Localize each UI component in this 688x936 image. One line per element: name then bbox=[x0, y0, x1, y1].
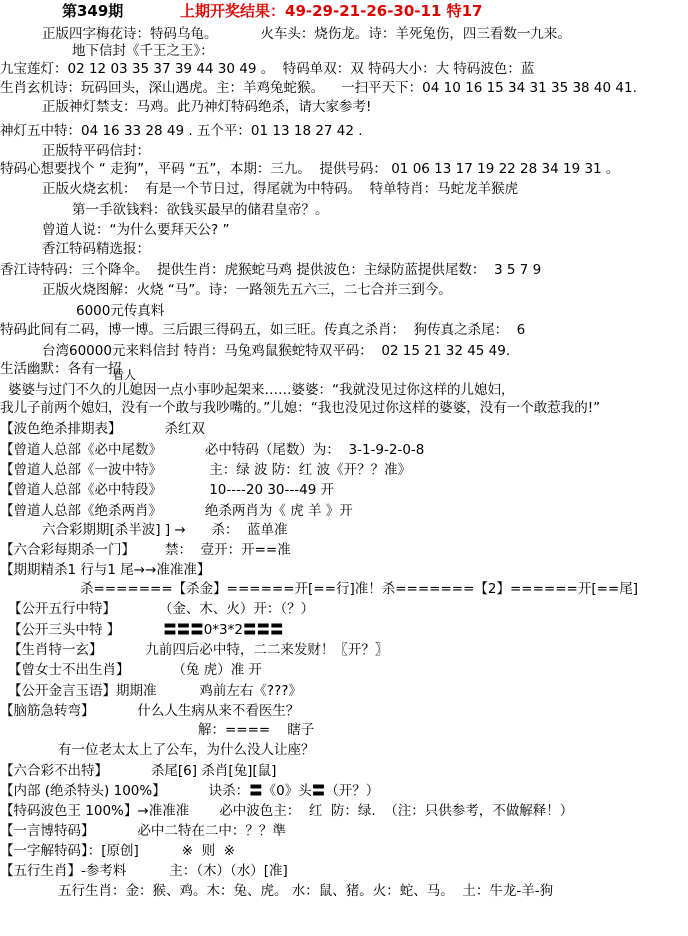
text-line: 【期期精杀1 行与1 尾→→准准准】 bbox=[0, 562, 211, 578]
humor-overlay-text: 看人 bbox=[112, 368, 137, 382]
last-result-header bbox=[180, 2, 483, 20]
text-line: 【波色绝杀排期表】 杀红双 bbox=[0, 421, 205, 437]
text-line: 6000元传真料 bbox=[76, 303, 165, 319]
text-line: 【公开金言玉语】期期准 鸡前左右《???》 bbox=[8, 683, 302, 699]
text-line: 解：==== 瞎子 bbox=[198, 722, 315, 738]
text-line: 【一字解特码】：[原创] ※ 则 ※ bbox=[0, 843, 235, 859]
text-line: 有一位老太太上了公车，为什么没人让座？ bbox=[58, 742, 315, 758]
text-line: 香江特码精选报： bbox=[42, 241, 150, 257]
last-result-label: 上期开奖结果： bbox=[180, 2, 286, 20]
text-line: 【六合彩不出特】 杀尾[6] 杀肖[兔][鼠] bbox=[0, 763, 277, 779]
text-line: 【曾道人总部《必中尾数》 必中特码（尾数）为： 3-1-9-2-0-8 bbox=[0, 442, 425, 458]
text-line: 杀=======【杀金】======开[==行]准！杀=======【2】======开[==尾] bbox=[80, 581, 639, 597]
text-line: 【生肖特一玄】 九前四后必中特，二二来发财！〖开？〗 bbox=[8, 642, 389, 658]
text-line: 【一言博特码】 必中二特在二中：？？準 bbox=[0, 823, 286, 839]
issue-number: 第349期 bbox=[62, 2, 124, 20]
text-line: 神灯五中特：04 16 33 28 49 . 五个平：01 13 18 27 42 . bbox=[0, 123, 363, 139]
text-line: 生活幽默：各有一招 bbox=[0, 361, 122, 377]
text-line: 【六合彩每期杀一门】 禁： 壹开：开==准 bbox=[0, 542, 291, 558]
text-line: 【脑筋急转弯】 什么人生病从来不看医生？ bbox=[0, 703, 300, 719]
text-line: 【公开五行中特】 （金、木、火）开：（？） bbox=[8, 601, 315, 617]
last-result-special: 特17 bbox=[446, 2, 483, 20]
text-line: 【曾道人总部《一波中特》 主：绿 波 防：红 波《开？？准》 bbox=[0, 462, 412, 478]
text-line: 【内部 (绝杀特头) 100%】 诀杀：〓《0》头〓（开？） bbox=[0, 783, 380, 799]
text-line: 【特码波色王 100%】→准准准 必中波色主： 红 防：绿. （注：只供参考，不做解释！） bbox=[0, 803, 574, 819]
text-line: 正版特平码信封： bbox=[42, 143, 150, 159]
text-line: 五行生肖：金：猴、鸡。木：兔、虎。 水：鼠、猪。火：蛇、马。 土：牛龙-羊-狗 bbox=[58, 883, 554, 899]
last-result-numbers: 49-29-21-26-30-11 bbox=[285, 2, 442, 20]
text-line: 香江诗特码：三个降伞。 提供生肖：虎猴蛇马鸡 提供波色：主绿防蓝提供尾数： 3 5 7 9 bbox=[0, 262, 542, 278]
text-line: 第一手欲钱料：欲钱买最早的储君皇帝？。 bbox=[72, 202, 329, 218]
text-line: 【曾道人总部《必中特段》 10----20 30---49 开 bbox=[0, 482, 335, 498]
text-line: 【曾女士不出生肖】 （兔 虎）准 开 bbox=[8, 662, 262, 678]
text-line: 【曾道人总部《绝杀两肖》 绝杀两肖为《 虎 羊 》开 bbox=[0, 503, 353, 519]
text-line: 九宝莲灯：02 12 03 35 37 39 44 30 49 。 特码单双：双 特码大小：大 特码波色：蓝 bbox=[0, 61, 535, 77]
text-line: 【五行生肖】-参考料 主：（木）（水）[准] bbox=[0, 863, 288, 879]
text-line: 特码心想要找个 “ 走狗”，平码 “五”，本期：三九。 提供号码： 01 06 13 17 19 22 28 34 19 31 。 bbox=[0, 161, 620, 177]
text-line: 生肖玄机诗：玩码回头，深山遇虎。主：羊鸡兔蛇猴。 一扫平天下：04 10 16 15 34 31 35 38 40 41. bbox=[0, 80, 637, 96]
text-line: 正版火烧图解：火烧 “马”。诗：一路领先五六三，二七合并三到今。 bbox=[42, 282, 452, 298]
text-line: 婆婆与过门不久的儿媳因一点小事吵起架来……婆婆：“我就没见过你这样的儿媳妇， bbox=[8, 382, 515, 398]
text-line: 曾道人说：“为什么要拜天公? ” bbox=[42, 222, 230, 238]
text-line: 我儿子前两个媳妇，没有一个敢与我吵嘴的。”儿媳：“我也没见过你这样的婆婆，没有一个敢惹我的!” bbox=[0, 400, 601, 416]
text-line: 特码此间有二码，博一博。三后跟三得码五，如三旺。传真之杀肖： 狗传真之杀尾： 6 bbox=[0, 322, 526, 338]
text-line: 正版神灯禁支：马鸡。此乃神灯特码绝杀，请大家参考! bbox=[42, 99, 372, 115]
text-line: 【公开三头中特 】 〓〓〓0*3*2〓〓〓 bbox=[8, 622, 284, 638]
text-line: 正版四字梅花诗：特码乌龟。 火车头：烧伤龙。诗：羊死兔伤，四三看数一九来。 bbox=[42, 26, 571, 42]
text-line: 正版火烧玄机： 有是一个节日过，得尾就为中特码。 特单特肖：马蛇龙羊猴虎 bbox=[42, 181, 519, 197]
text-line: 台湾60000元来料信封 特肖：马兔鸡鼠猴蛇特双平码： 02 15 21 32 45 49. bbox=[42, 343, 511, 359]
text-line: 地下信封《千王之王》： bbox=[72, 43, 214, 59]
text-line: 六合彩期期[杀半波] ] → 杀： 蓝单准 bbox=[42, 522, 288, 538]
